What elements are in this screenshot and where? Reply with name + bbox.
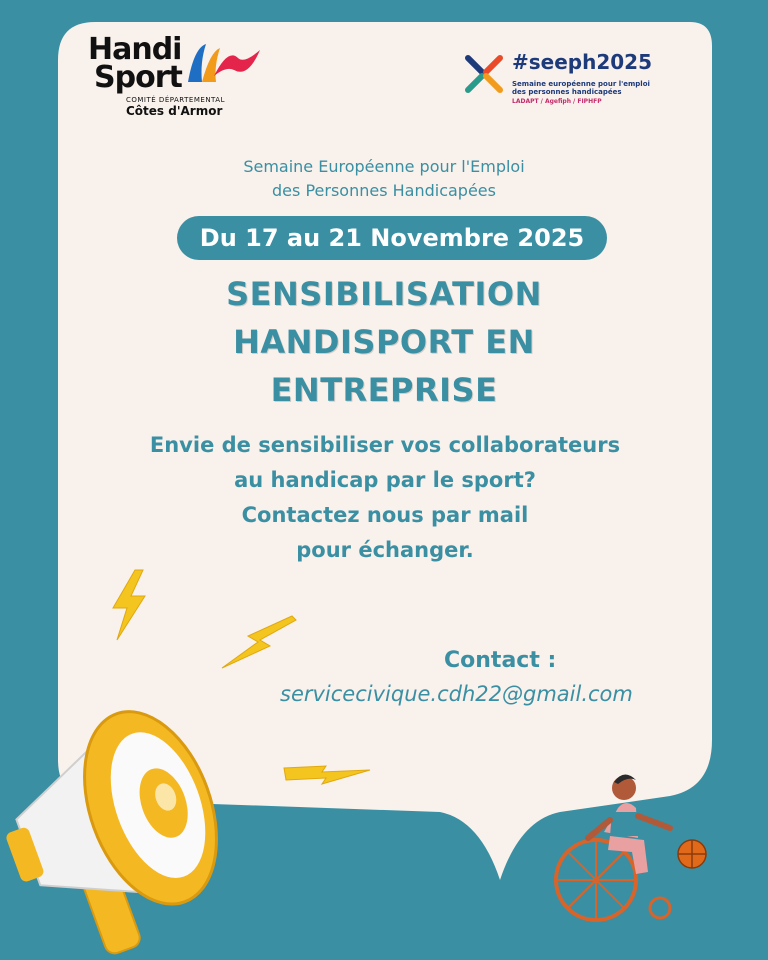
wheelchair-athlete-icon xyxy=(548,768,712,932)
seeph2025-logo xyxy=(462,48,682,108)
intro-text xyxy=(150,155,618,203)
megaphone-icon xyxy=(0,660,260,960)
lightning-bolt-icon xyxy=(282,758,372,790)
intro-line: Semaine Européenne pour l'Emploi xyxy=(243,157,525,176)
pitch-text xyxy=(90,428,680,568)
lightning-bolt-icon xyxy=(105,568,151,642)
seeph-orgs: LADAPT / Agefiph / FIPHFP xyxy=(512,98,602,105)
logo-subtitle: COMITÉ DÉPARTEMENTAL xyxy=(126,96,225,104)
headline xyxy=(120,270,648,414)
logo-word-sport: Sport xyxy=(94,60,182,95)
handisport-swoosh-icon xyxy=(184,38,262,86)
pitch-line: pour échanger. xyxy=(296,538,474,562)
handisport-logo xyxy=(88,32,268,126)
pitch-line: Envie de sensibiliser vos collaborateurs xyxy=(149,433,621,457)
date-banner: Du 17 au 21 Novembre 2025 xyxy=(177,216,607,260)
pitch-line: au handicap par le sport? xyxy=(234,468,536,492)
seeph-desc-2: des personnes handicapées xyxy=(512,88,622,96)
headline-line: ENTREPRISE xyxy=(270,371,498,409)
headline-line: HANDISPORT EN xyxy=(233,323,535,361)
intro-line: des Personnes Handicapées xyxy=(272,181,496,200)
logo-department: Côtes d'Armor xyxy=(126,104,223,118)
contact-email-link[interactable]: servicecivique.cdh22@gmail.com xyxy=(280,682,633,706)
contact-label: Contact : xyxy=(444,648,557,673)
seeph-desc-1: Semaine européenne pour l'emploi xyxy=(512,80,650,88)
seeph-hashtag: #seeph2025 xyxy=(512,50,653,74)
headline-line: SENSIBILISATION xyxy=(226,275,542,313)
seeph-cross-icon xyxy=(462,52,506,96)
logo-word-handi: Handi xyxy=(88,32,182,67)
pitch-line: Contactez nous par mail xyxy=(241,503,529,527)
